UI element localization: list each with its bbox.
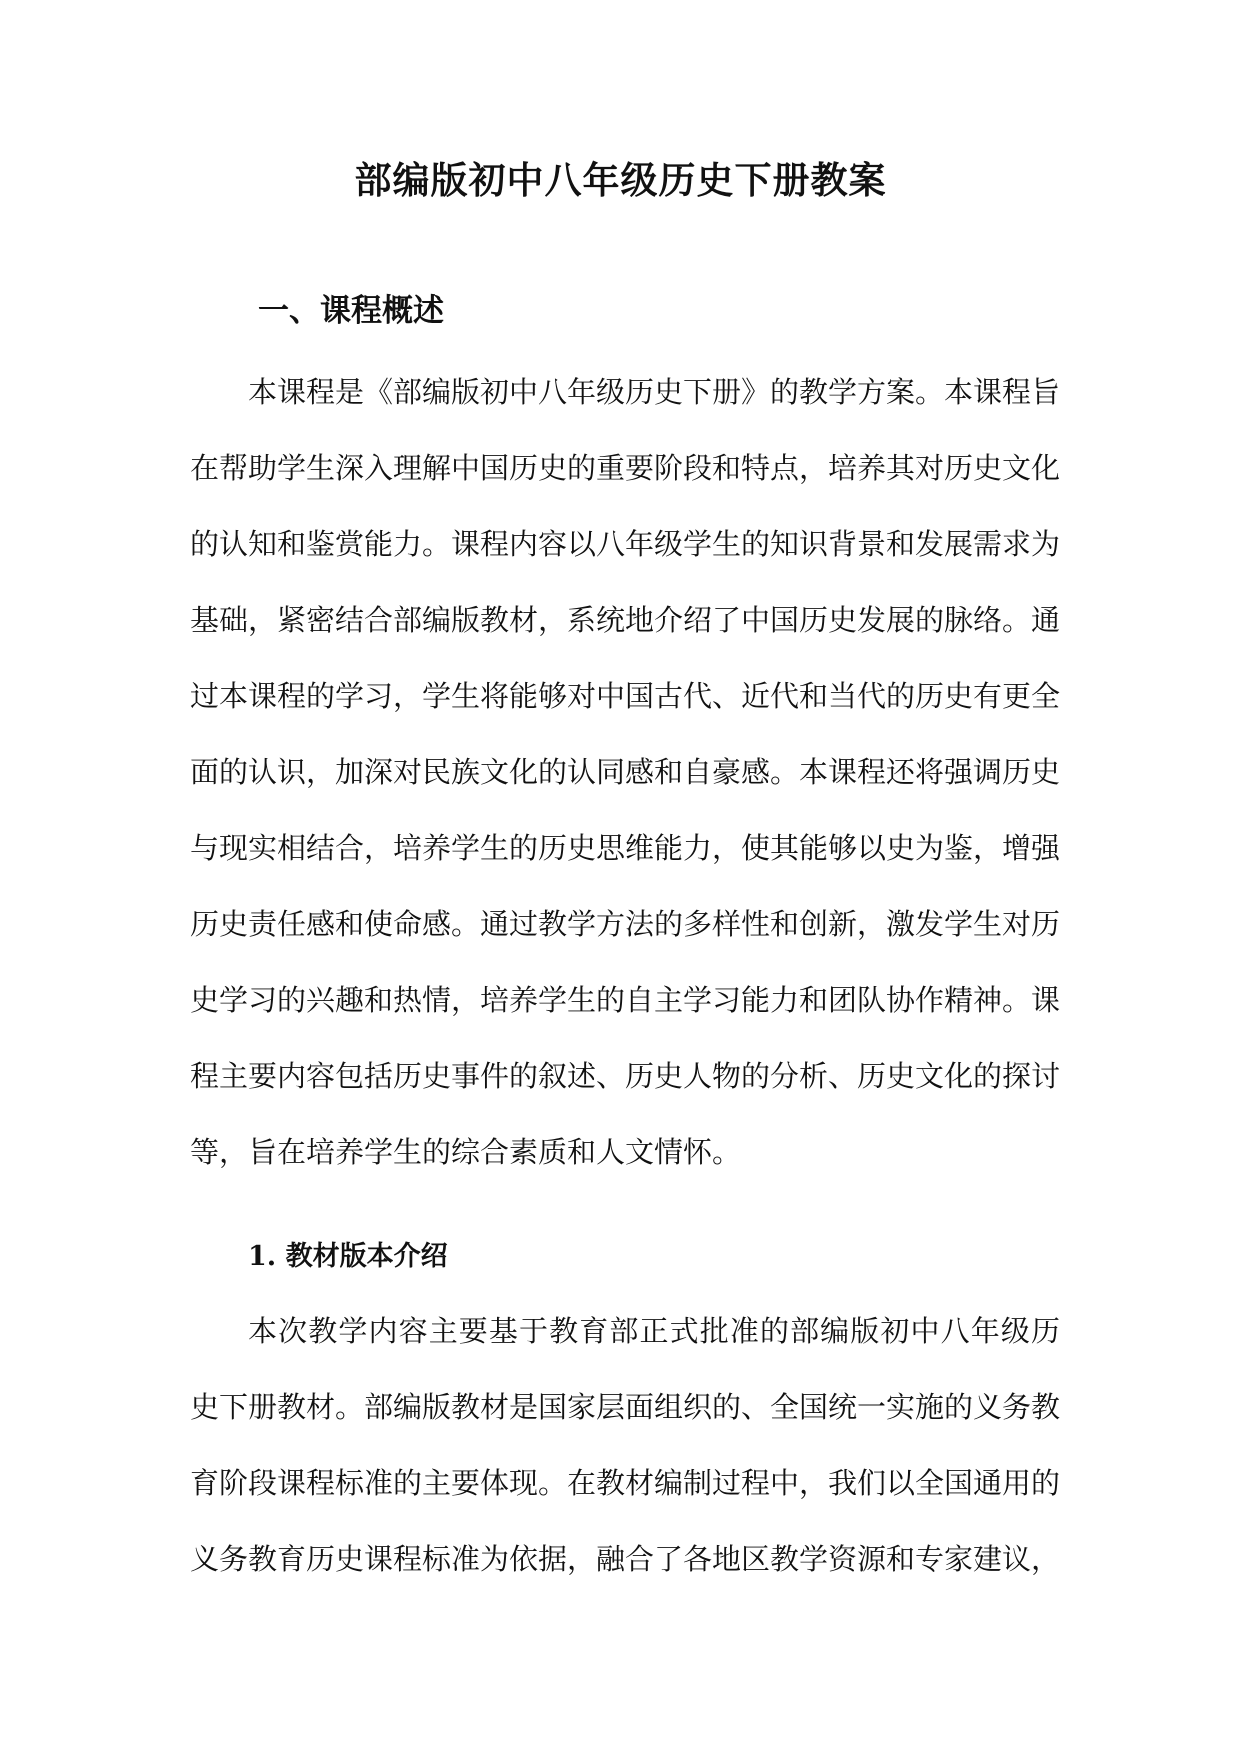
paragraph-line: 面的认识，加深对民族文化的认同感和自豪感。本课程还将强调历史 — [190, 755, 1061, 789]
document-title: 部编版初中八年级历史下册教案 — [354, 158, 887, 202]
paragraph-line: 在帮助学生深入理解中国历史的重要阶段和特点，培养其对历史文化 — [190, 451, 1061, 485]
paragraph-line: 与现实相结合，培养学生的历史思维能力，使其能够以史为鉴，增强 — [190, 831, 1061, 865]
subheading-textbook-version: 1. 教材版本介绍 — [248, 1241, 448, 1272]
paragraph-line: 义务教育历史课程标准为依据，融合了各地区教学资源和专家建议， — [190, 1542, 1061, 1576]
paragraph-line: 史下册教材。部编版教材是国家层面组织的、全国统一实施的义务教 — [190, 1390, 1061, 1424]
paragraph-line: 程主要内容包括历史事件的叙述、历史人物的分析、历史文化的探讨 — [190, 1059, 1061, 1093]
paragraph-line: 等，旨在培养学生的综合素质和人文情怀。 — [190, 1135, 742, 1169]
paragraph-line: 过本课程的学习，学生将能够对中国古代、近代和当代的历史有更全 — [190, 679, 1061, 713]
paragraph-line: 的认知和鉴赏能力。课程内容以八年级学生的知识背景和发展需求为 — [190, 527, 1061, 561]
paragraph-course-overview — [190, 354, 1060, 1190]
section-heading-course-overview: 一、课程概述 — [258, 293, 444, 329]
paragraph-line: 历史责任感和使命感。通过教学方法的多样性和创新，激发学生对历 — [190, 907, 1061, 941]
paragraph-line: 史学习的兴趣和热情，培养学生的自主学习能力和团队协作精神。课 — [190, 983, 1061, 1017]
paragraph-line: 本次教学内容主要基于教育部正式批准的部编版初中八年级历 — [248, 1314, 1060, 1348]
paragraph-line: 基础，紧密结合部编版教材，系统地介绍了中国历史发展的脉络。通 — [190, 603, 1061, 637]
paragraph-textbook-version — [190, 1293, 1060, 1597]
paragraph-line: 本课程是《部编版初中八年级历史下册》的教学方案。本课程旨 — [248, 375, 1061, 409]
paragraph-line: 育阶段课程标准的主要体现。在教材编制过程中，我们以全国通用的 — [190, 1466, 1061, 1500]
